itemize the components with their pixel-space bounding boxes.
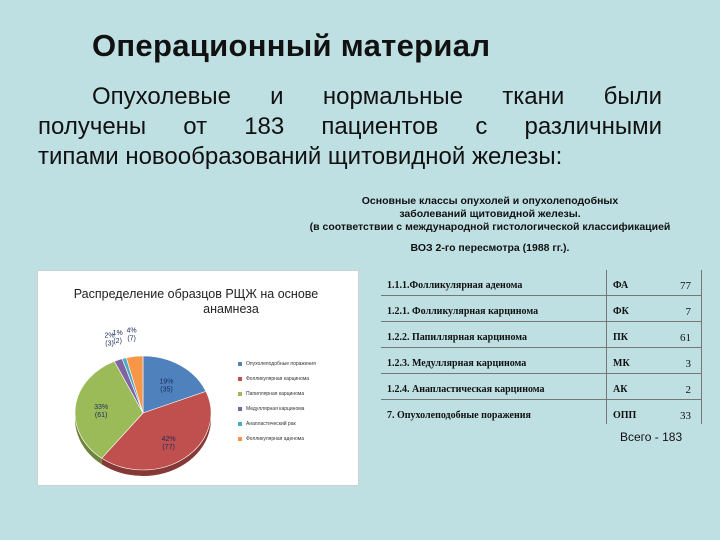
caption-line-1: Основные классы опухолей и опухолеподобных xyxy=(361,195,619,207)
pie-count-label: (77) xyxy=(162,444,175,452)
count-cell: 61 xyxy=(680,332,691,344)
legend-label: Медуллярная карцинома xyxy=(246,405,305,412)
class-name-cell: 7. Опухолеподобные поражения xyxy=(387,410,531,421)
table-row xyxy=(381,270,702,296)
pie-percent-label: 33% xyxy=(94,404,109,412)
legend-item xyxy=(238,356,358,371)
legend-label: Анапластический рак xyxy=(246,420,296,427)
caption-line-2: заболеваний щитовидной железы. xyxy=(399,208,581,220)
column-divider xyxy=(606,270,607,295)
intro-line-1: Опухолевые и нормальные ткани были xyxy=(92,83,662,110)
count-cell: 7 xyxy=(685,306,691,318)
legend-item xyxy=(238,416,358,431)
column-divider xyxy=(606,296,607,321)
class-code-cell: ОПП xyxy=(613,410,637,421)
intro-paragraph xyxy=(38,82,662,172)
class-name-cell: 1.2.4. Анапластическая карцинома xyxy=(387,384,545,395)
pie-chart-panel xyxy=(37,270,359,486)
class-name-cell: 1.1.1.Фолликулярная аденома xyxy=(387,280,523,291)
table-row xyxy=(381,348,702,374)
pie-count-label: (35) xyxy=(160,386,173,394)
legend-swatch xyxy=(238,407,242,411)
class-name-cell: 1.2.1. Фолликулярная карцинома xyxy=(387,306,539,317)
count-cell: 77 xyxy=(680,280,691,292)
legend-swatch xyxy=(238,437,242,441)
legend-swatch xyxy=(238,422,242,426)
column-divider xyxy=(606,400,607,424)
class-code-cell: МК xyxy=(613,358,630,369)
pie-percent-label: 4% xyxy=(126,327,137,335)
pie-count-label: (7) xyxy=(127,335,136,343)
column-divider xyxy=(606,322,607,347)
legend-item xyxy=(238,371,358,386)
column-divider xyxy=(606,374,607,399)
table-row xyxy=(381,400,702,424)
pie-count-label: (3) xyxy=(105,340,114,348)
intro-line-3: типами новообразований щитовидной железы: xyxy=(38,143,563,170)
pie-percent-label: 2% xyxy=(104,332,115,340)
legend-swatch xyxy=(238,377,242,381)
legend-item xyxy=(238,401,358,416)
table-row xyxy=(381,322,702,348)
legend-swatch xyxy=(238,362,242,366)
tumor-class-table xyxy=(381,270,702,424)
pie-percent-label: 1% xyxy=(112,330,123,338)
class-name-cell: 1.2.3. Медуллярная карцинома xyxy=(387,358,527,369)
table-row xyxy=(381,296,702,322)
intro-line-2: получены от 183 пациентов с различными xyxy=(38,113,662,140)
table-row xyxy=(381,374,702,400)
slide-title: Операционный материал xyxy=(92,28,491,63)
class-code-cell: АК xyxy=(613,384,628,395)
class-name-cell: 1.2.2. Папиллярная карцинома xyxy=(387,332,528,343)
class-code-cell: ПК xyxy=(613,332,629,343)
count-cell: 2 xyxy=(685,384,691,396)
class-code-cell: ФА xyxy=(613,280,629,291)
caption-line-3: (в соответствии с международной гистологической классификацией xyxy=(309,221,671,233)
pie-count-label: (2) xyxy=(113,338,122,346)
legend-label: Папиллярная карцинома xyxy=(246,390,305,397)
pie-legend xyxy=(238,356,358,446)
count-cell: 3 xyxy=(685,358,691,370)
legend-item xyxy=(238,386,358,401)
class-code-cell: ФК xyxy=(613,306,629,317)
pie-title-line-1: Распределение образцов РЩЖ на основе xyxy=(73,287,319,301)
column-divider xyxy=(606,348,607,373)
pie-percent-label: 42% xyxy=(161,436,176,444)
legend-swatch xyxy=(238,392,242,396)
pie-chart xyxy=(38,271,238,485)
pie-count-label: (61) xyxy=(94,412,108,420)
pie-title-line-2: анамнеза xyxy=(203,302,259,316)
classification-caption xyxy=(268,195,712,255)
legend-label: Опухолеподобные поражения xyxy=(246,360,316,367)
caption-line-4: ВОЗ 2-го пересмотра (1988 гг.). xyxy=(410,242,570,254)
total-count: Всего - 183 xyxy=(620,430,683,444)
legend-label: Фолликулярная карцинома xyxy=(246,375,310,382)
legend-label: Фолликулярная аденома xyxy=(246,435,305,442)
legend-item xyxy=(238,431,358,446)
count-cell: 33 xyxy=(680,410,691,422)
pie-percent-label: 19% xyxy=(159,378,174,386)
